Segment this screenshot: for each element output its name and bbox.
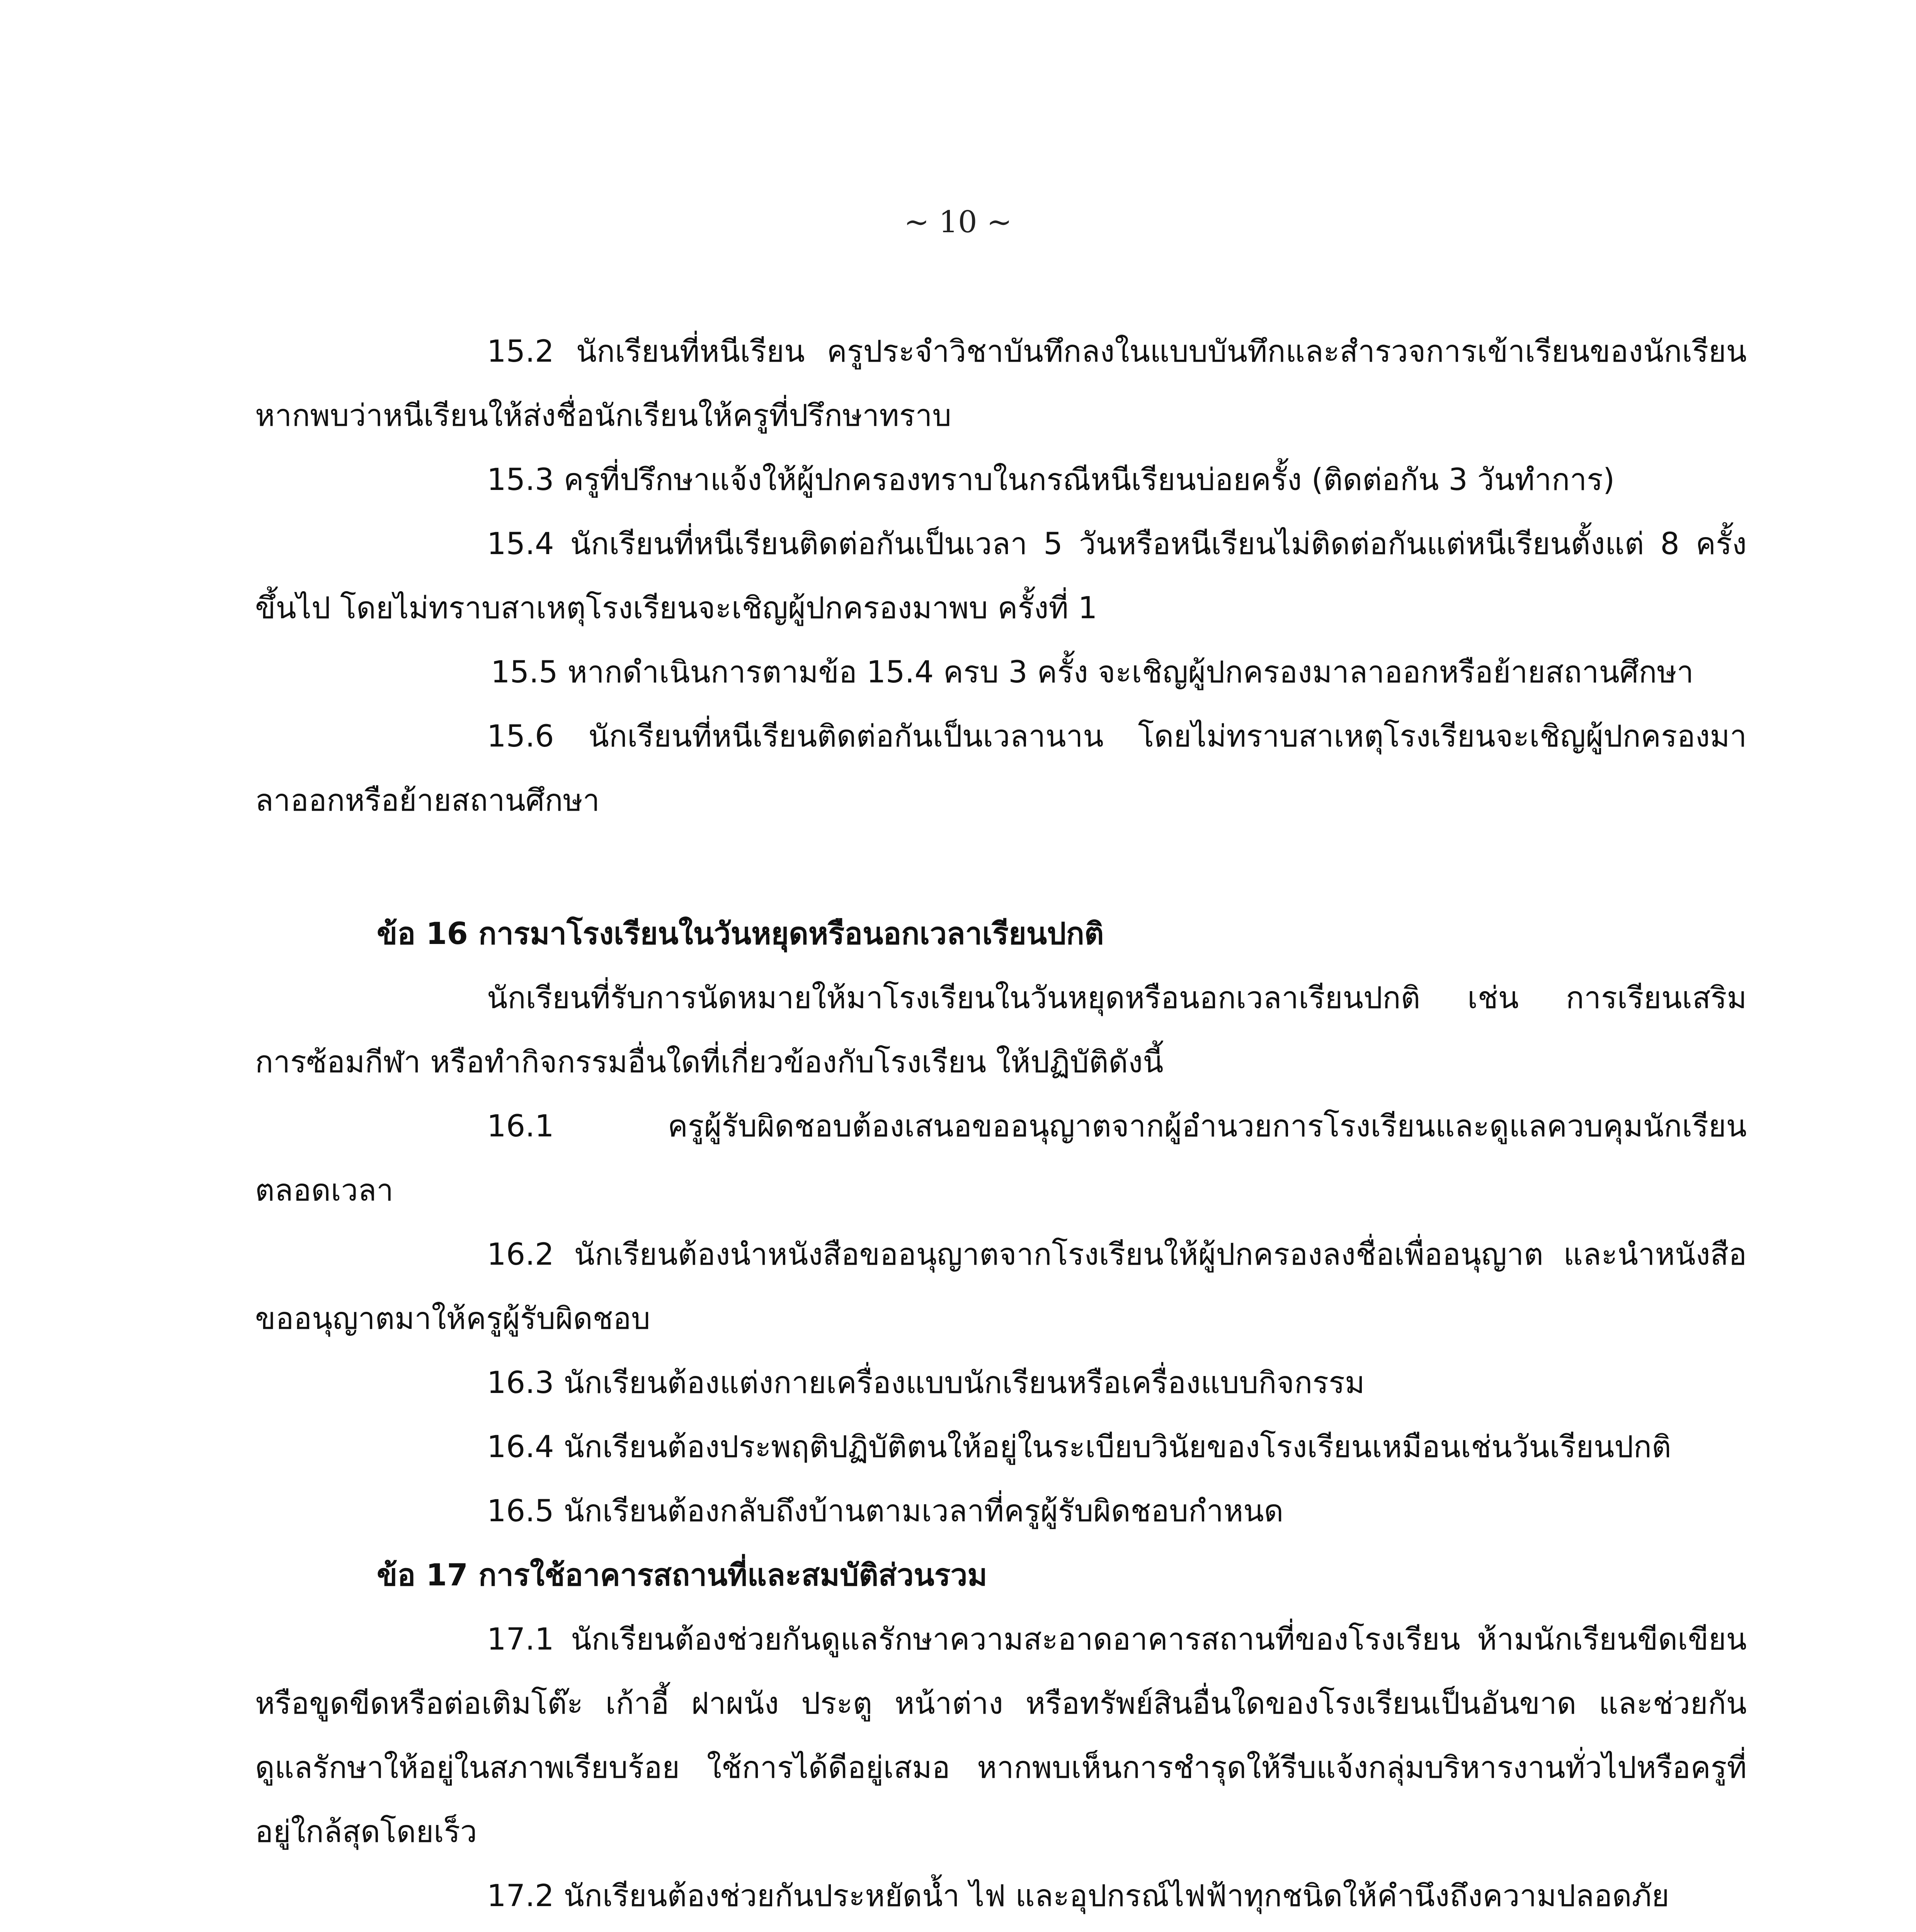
text-line: ขึ้นไป โดยไม่ทราบสาเหตุโรงเรียนจะเชิญผู้ปกครองมาพบ ครั้งที่ 1 bbox=[255, 591, 1098, 626]
text-line: 15.6 นักเรียนที่หนีเรียนติดต่อกันเป็นเวลานาน โดยไม่ทราบสาเหตุโรงเรียนจะเชิญผู้ปกครองมา bbox=[487, 719, 1747, 754]
text-line: ขออนุญาตมาให้ครูผู้รับผิดชอบ bbox=[255, 1301, 650, 1336]
text-line: ตลอดเวลา bbox=[255, 1173, 394, 1208]
text-line: หรือขูดขีดหรือต่อเติมโต๊ะ เก้าอี้ ฝาผนัง ประตู หน้าต่าง หรือทรัพย์สินอื่นใดของโรงเรียนเป็นอันขาด และช่วยกัน bbox=[255, 1686, 1747, 1721]
text-line: 17.1 นักเรียนต้องช่วยกันดูแลรักษาความสะอาดอาคารสถานที่ของโรงเรียน ห้ามนักเรียนขีดเขียน bbox=[487, 1622, 1747, 1657]
text-line: หากพบว่าหนีเรียนให้ส่งชื่อนักเรียนให้ครูที่ปรึกษาทราบ bbox=[255, 398, 951, 433]
text-line: 16.3 นักเรียนต้องแต่งกายเครื่องแบบนักเรียนหรือเครื่องแบบกิจกรรม bbox=[487, 1366, 1365, 1400]
text-line: 17.2 นักเรียนต้องช่วยกันประหยัดน้ำ ไฟ และอุปกรณ์ไฟฟ้าทุกชนิดให้คำนึงถึงความปลอดภัย bbox=[487, 1879, 1669, 1913]
section-heading-17: ข้อ 17 การใช้อาคารสถานที่และสมบัติส่วนรวม bbox=[377, 1558, 987, 1593]
text-line: 16.1 ครูผู้รับผิดชอบต้องเสนอขออนุญาตจากผู้อำนวยการโรงเรียนและดูแลควบคุมนักเรียน bbox=[487, 1109, 1747, 1144]
text-line: นักเรียนที่รับการนัดหมายให้มาโรงเรียนในวันหยุดหรือนอกเวลาเรียนปกติ เช่น การเรียนเสริม bbox=[487, 981, 1747, 1015]
section-heading-16: ข้อ 16 การมาโรงเรียนในวันหยุดหรือนอกเวลาเรียนปกติ bbox=[377, 917, 1104, 951]
text-line: 15.3 ครูที่ปรึกษาแจ้งให้ผู้ปกครองทราบในกรณีหนีเรียนบ่อยครั้ง (ติดต่อกัน 3 วันทำการ) bbox=[487, 463, 1615, 497]
text-line: 15.4 นักเรียนที่หนีเรียนติดต่อกันเป็นเวลา 5 วันหรือหนีเรียนไม่ติดต่อกันแต่หนีเรียนตั้งแต่ 8 ครั้ง bbox=[487, 527, 1747, 561]
page-number: ~ 10 ~ bbox=[904, 205, 1012, 240]
text-line: ดูแลรักษาให้อยู่ในสภาพเรียบร้อย ใช้การได้ดีอยู่เสมอ หากพบเห็นการชำรุดให้รีบแจ้งกลุ่มบริหารงานทั่วไปหรือครูที่ bbox=[255, 1750, 1747, 1785]
text-line: การซ้อมกีฬา หรือทำกิจกรรมอื่นใดที่เกี่ยวข้องกับโรงเรียน ให้ปฏิบัติดังนี้ bbox=[255, 1045, 1164, 1080]
text-line: 16.5 นักเรียนต้องกลับถึงบ้านตามเวลาที่ครูผู้รับผิดชอบกำหนด bbox=[487, 1494, 1284, 1529]
text-line: 16.4 นักเรียนต้องประพฤติปฏิบัติตนให้อยู่ในระเบียบวินัยของโรงเรียนเหมือนเช่นวันเรียนปกติ bbox=[487, 1430, 1671, 1464]
text-line: ลาออกหรือย้ายสถานศึกษา bbox=[255, 783, 600, 818]
text-line: 15.2 นักเรียนที่หนีเรียน ครูประจำวิชาบันทึกลงในแบบบันทึกและสำรวจการเข้าเรียนของนักเรียน bbox=[487, 334, 1747, 369]
text-line: 16.2 นักเรียนต้องนำหนังสือขออนุญาตจากโรงเรียนให้ผู้ปกครองลงชื่อเพื่ออนุญาต และนำหนังสือ bbox=[487, 1237, 1747, 1272]
page-body bbox=[255, 332, 1747, 1932]
text-line: 15.5 หากดำเนินการตามข้อ 15.4 ครบ 3 ครั้ง จะเชิญผู้ปกครองมาลาออกหรือย้ายสถานศึกษา bbox=[491, 655, 1694, 690]
text-line: อยู่ใกล้สุดโดยเร็ว bbox=[255, 1815, 477, 1849]
